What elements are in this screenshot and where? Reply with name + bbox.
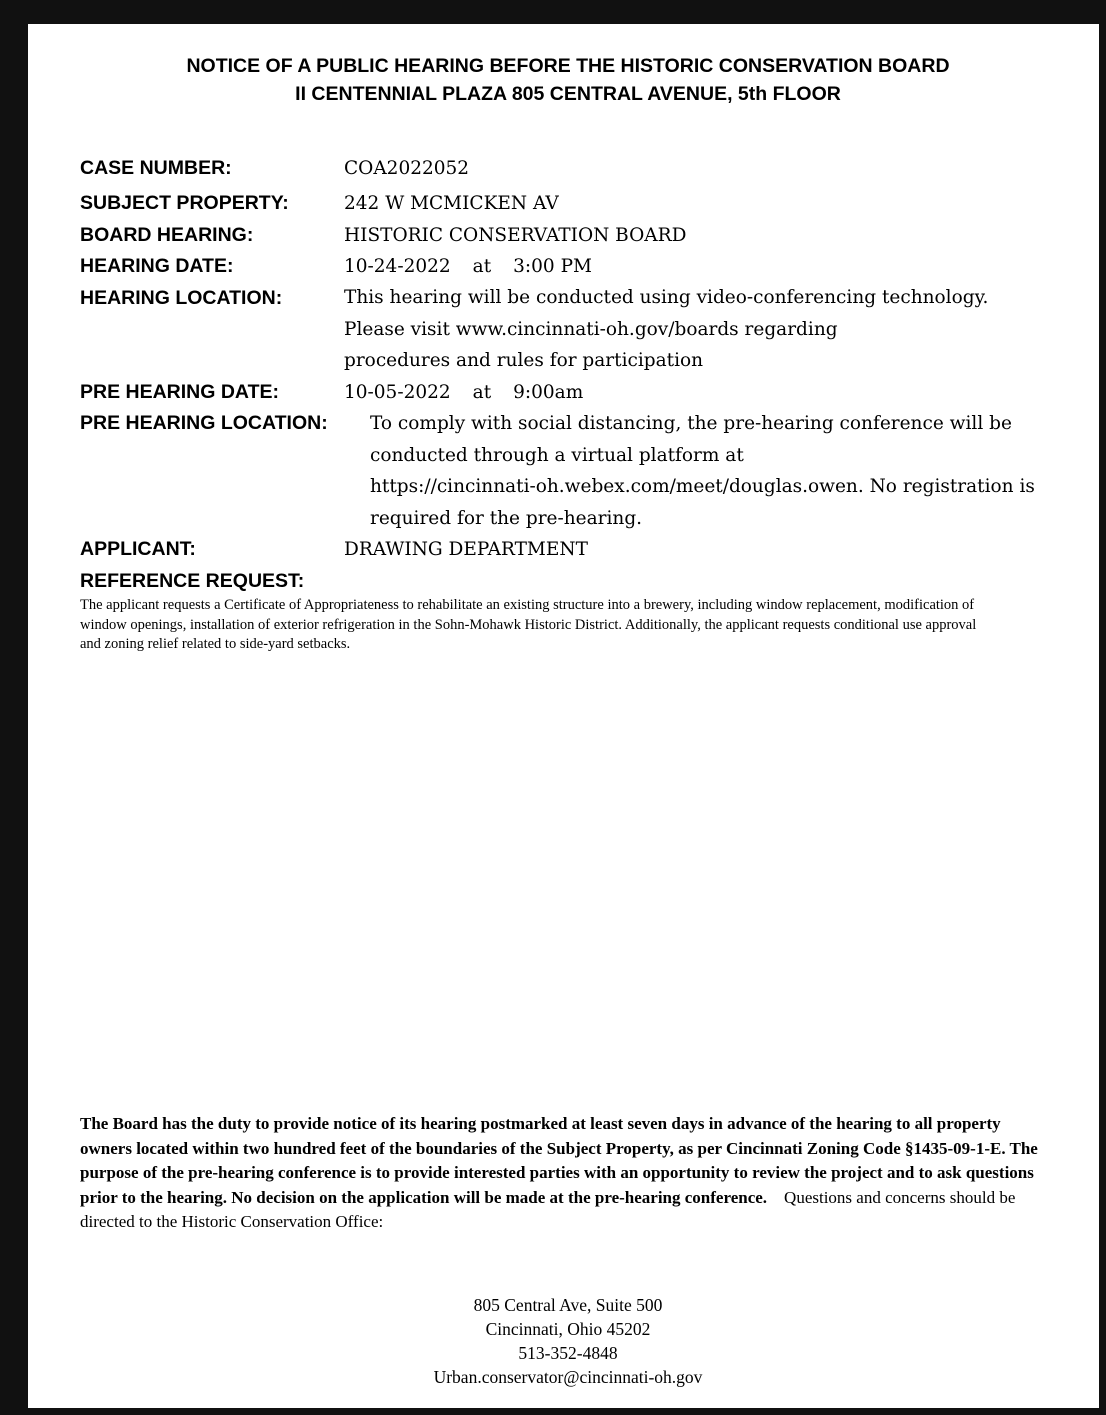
footer-questions-text: Questions and concerns should be directed to the Historic Conservation Office: [80, 1187, 1016, 1231]
hearing-date-value: 10-24-2022 [344, 256, 451, 277]
pre-hearing-location-label: PRE HEARING LOCATION: [80, 412, 328, 434]
applicant-label: APPLICANT: [80, 538, 196, 560]
footer-duty-text: The Board has the duty to provide notice of its hearing postmarked at least seven days in advance of the hearing to all property owners located within two hundred feet of the boundaries of the Subject Property, as per Cincinnati Zoning Code §1435-09-1-E. The purpose of the pre-hearing conference is to provide interested parties with an opportunity to review the project and to ask questions prior to the hearing. No decision on the application will be made at the pre-hearing conference. [80, 1114, 1038, 1207]
hearing-location-line: This hearing will be conducted using video-conferencing technology. [344, 287, 989, 308]
subject-property-label: SUBJECT PROPERTY: [80, 192, 289, 214]
applicant-value: DRAWING DEPARTMENT [344, 539, 588, 560]
reference-request-label: REFERENCE REQUEST: [80, 570, 305, 592]
reference-request-text: The applicant requests a Certificate of Appropriateness to rehabilitate an existing structure into a brewery, including window replacement, modification of window openings, installation of exterior refrigeration in the Sohn-Mohawk Historic District. Additionally, the applicant requests conditional use approval and zoning relief related to side-yard setbacks. [80, 597, 977, 652]
office-email: Urban.conservator@cincinnati-oh.gov [433, 1367, 703, 1387]
office-street: 805 Central Ave, Suite 500 [473, 1295, 663, 1315]
pre-hearing-date-row [344, 381, 583, 405]
pre-hearing-time-value: 9:00am [513, 382, 584, 403]
pre-hearing-date-value: 10-05-2022 [344, 382, 451, 403]
pre-hearing-location-line: required for the pre-hearing. [370, 507, 643, 529]
hearing-date-row [344, 255, 592, 279]
case-number-label: CASE NUMBER: [80, 157, 232, 179]
pre-hearing-location-line: conducted through a virtual platform at [370, 444, 744, 466]
hearing-date-at: at [472, 256, 492, 277]
pre-hearing-location-value [370, 408, 1035, 534]
board-hearing-value: HISTORIC CONSERVATION BOARD [344, 225, 687, 246]
pre-hearing-date-label: PRE HEARING DATE: [80, 381, 279, 403]
notice-footer-paragraph [80, 1112, 1040, 1235]
hearing-location-line: procedures and rules for participation [344, 350, 704, 371]
hearing-location-line: Please visit www.cincinnati-oh.gov/boards regarding [344, 318, 838, 340]
case-number-value: COA2022052 [344, 158, 470, 179]
pre-hearing-location-line: To comply with social distancing, the pre-hearing conference will be [370, 413, 1012, 434]
pre-hearing-location-line: https://cincinnati-oh.webex.com/meet/douglas.owen. No registration is [370, 476, 1035, 497]
subject-property-value: 242 W MCMICKEN AV [344, 193, 559, 214]
notice-header [28, 52, 1106, 108]
header-title: NOTICE OF A PUBLIC HEARING BEFORE THE HISTORIC CONSERVATION BOARD [186, 55, 950, 77]
hearing-location-label: HEARING LOCATION: [80, 287, 283, 309]
office-phone: 513-352-4848 [518, 1343, 618, 1363]
hearing-location-value [344, 282, 988, 377]
office-address-block [28, 1293, 1106, 1389]
pre-hearing-date-at: at [472, 382, 492, 403]
hearing-time-value: 3:00 PM [513, 256, 592, 277]
header-address: II CENTENNIAL PLAZA 805 CENTRAL AVENUE, 5th FLOOR [295, 83, 841, 105]
board-hearing-label: BOARD HEARING: [80, 224, 254, 246]
notice-page [28, 24, 1099, 1408]
office-city: Cincinnati, Ohio 45202 [485, 1319, 651, 1339]
hearing-date-label: HEARING DATE: [80, 255, 234, 277]
